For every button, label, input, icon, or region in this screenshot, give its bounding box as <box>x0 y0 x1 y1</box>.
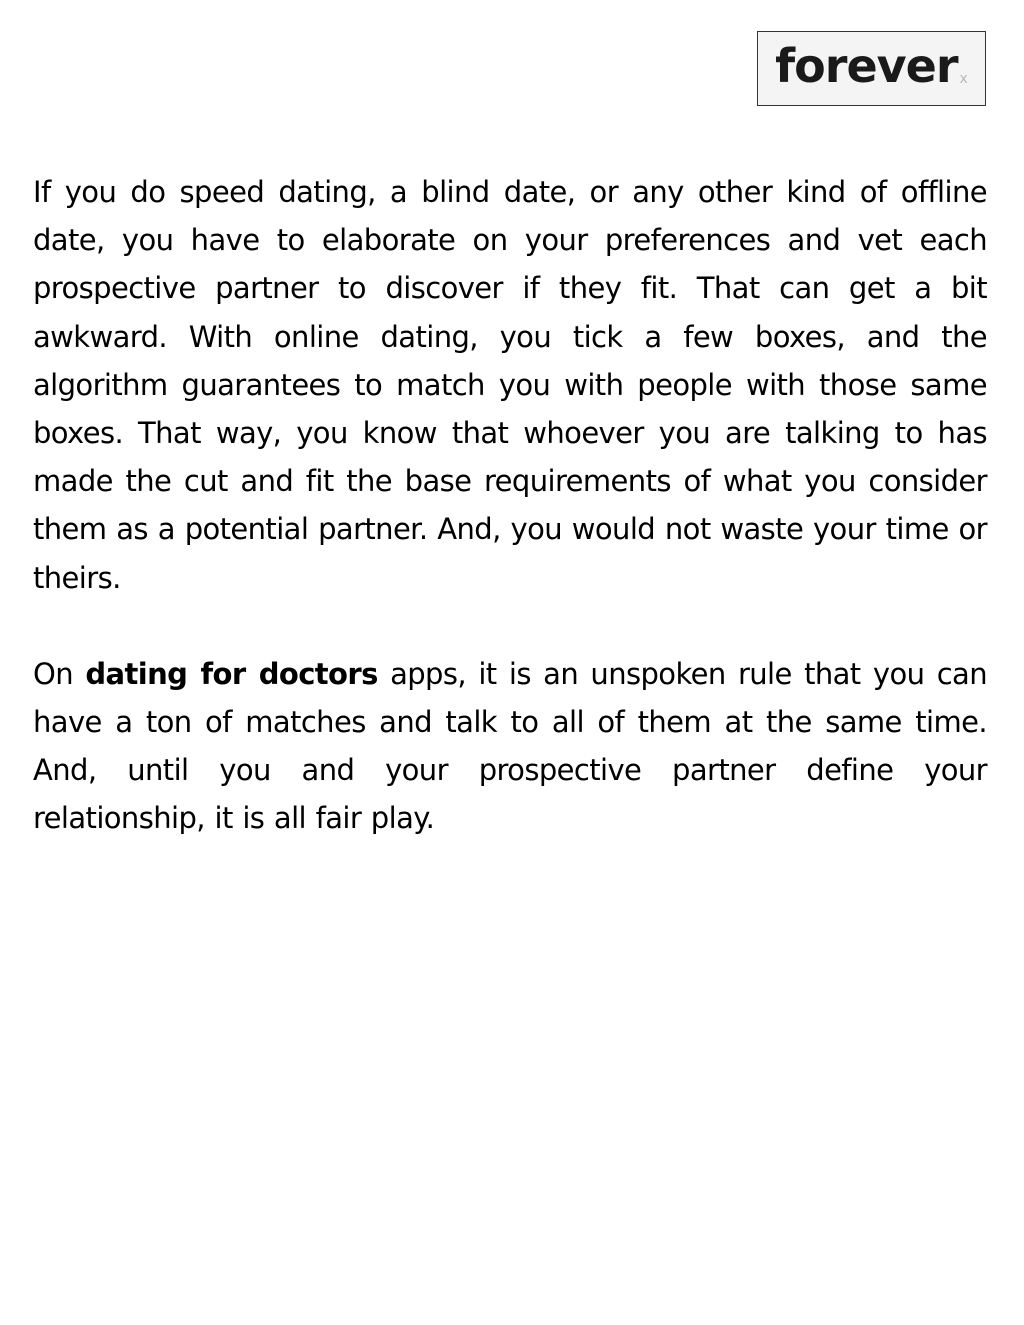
logo-x-mark: x <box>959 71 968 87</box>
paragraph-online-dating: If you do speed dating, a blind date, or any other kind of offline date, you have to elaborate on your preferences and vet each prospective partner to discover if they fit. That can get a bit awkward. With online dating, you tick a few boxes, and the algorithm guarantees to match you with people with those same boxes. That way, you know that whoever you are talking to has made the cut and fit the base requirements of what you consider them as a potential partner. And, you would not waste your time or theirs. <box>33 175 987 595</box>
paragraph-rest: apps, it is an unspoken rule that you can have a ton of matches and talk to all of them at the same time. And, until you and your prospective partner define your relationship, it is all fair play. <box>33 656 988 836</box>
brand-logo <box>757 31 986 106</box>
article-body <box>33 168 987 891</box>
paragraph-doctor-dating <box>33 650 987 843</box>
keyword-dating-for-doctors: dating for doctors <box>85 656 378 691</box>
logo-wordmark: forever <box>775 38 958 93</box>
paragraph-lead: On <box>33 656 86 691</box>
